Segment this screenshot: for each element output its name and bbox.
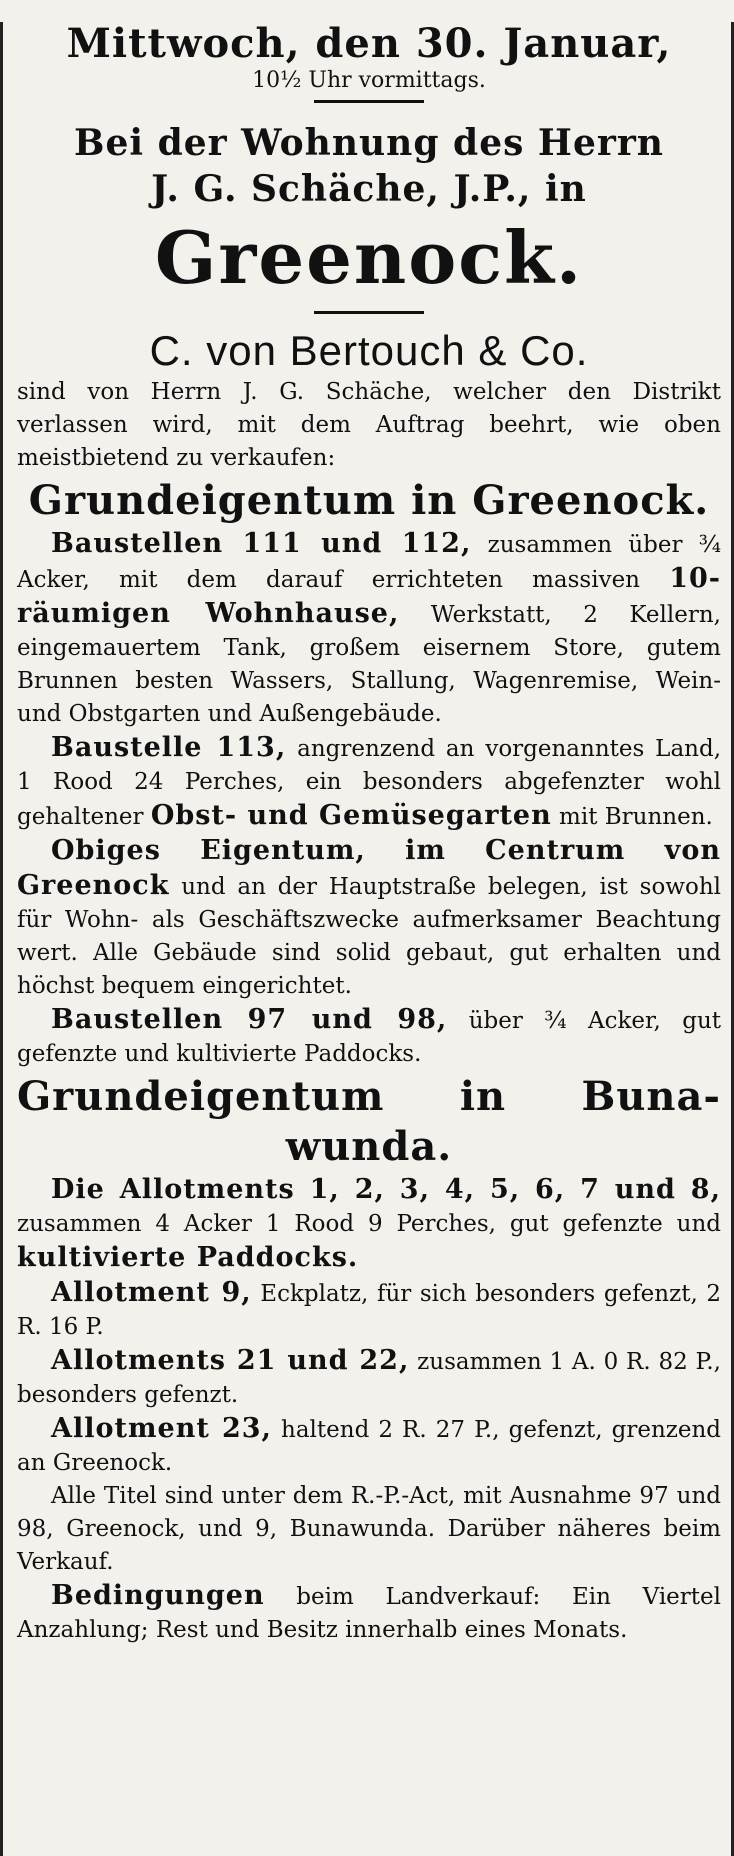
lot-highlight: 10-räumigen Wohnhause,: [17, 563, 721, 629]
divider: [314, 100, 424, 103]
auction-time: 10½ Uhr vormittags.: [252, 68, 486, 93]
lot-text: und an der Hauptstraße belegen, ist sowohl für Wohn- als Geschäftszwecke aufmerksamer Beachtung wert. Alle Gebäude sind solid gebaut, gut erhalten und höchst bequem eingerichtet.: [17, 874, 721, 999]
lot-paragraph: [17, 1344, 721, 1412]
town-heading: Greenock.: [154, 215, 584, 300]
titles-paragraph: Alle Titel sind unter dem R.-P.-Act, mit Ausnahme 97 und 98, Greenock, und 9, Bunawunda. Darüber näheres beim Verkauf.: [17, 1483, 721, 1575]
lot-title: Die Allotments 1, 2, 3, 4, 5, 6, 7 und 8,: [51, 1174, 721, 1205]
lot-paragraph: [17, 1412, 721, 1480]
section-heading-bunawunda: Grundeigentum in Buna-: [17, 1073, 721, 1120]
location-line-1: Bei der Wohnung des Herrn: [74, 122, 664, 164]
lot-text: zusammen 1 A. 0 R. 82 P., besonders gefenzt.: [17, 1349, 721, 1408]
lot-text: mit Brunnen.: [559, 804, 713, 830]
lot-paragraph: [17, 1173, 721, 1276]
location-line-2: J. G. Schäche, J.P., in: [151, 168, 587, 210]
lot-title: Baustelle 113,: [51, 732, 287, 763]
intro-paragraph: sind von Herrn J. G. Schäche, welcher den Distrikt verlassen wird, mit dem Auftrag beehrt, wie oben meistbietend zu verkaufen:: [17, 379, 721, 471]
lot-text: angrenzend an vorgenanntes Land, 1 Rood 24 Perches, ein besonders abgefenzter wohl gehaltener: [17, 736, 722, 830]
section-heading-greenock: Grundeigentum in Greenock.: [28, 477, 710, 524]
lot-text: Werkstatt, 2 Kellern, eingemauertem Tank, großem eisernem Store, gutem Brunnen besten Wassers, Stallung, Wagenremise, Wein- und Obstgarten und Außengebäude.: [17, 602, 721, 727]
lot-title: Baustellen 97 und 98,: [51, 1004, 448, 1035]
divider: [314, 311, 424, 314]
terms-paragraph: [17, 1579, 721, 1647]
lot-highlight: Obst- und Gemüsegarten: [150, 800, 552, 831]
lot-paragraph: [17, 834, 721, 1003]
section-heading-bunawunda-cont: wunda.: [285, 1123, 453, 1170]
lot-paragraph: [17, 1003, 721, 1071]
lot-title: Allotment 23,: [51, 1413, 272, 1444]
lot-title: Obiges Eigentum, im Centrum von Greenock: [17, 835, 721, 901]
lot-highlight: kultivierte Paddocks.: [17, 1242, 359, 1273]
auctioneer-firm: C. von Bertouch & Co.: [149, 327, 589, 374]
lot-text: über ¾ Acker, gut gefenzte und kultivierte Paddocks.: [17, 1008, 722, 1067]
lot-paragraph: [17, 1276, 721, 1344]
auction-date: Mittwoch, den 30. Januar,: [66, 20, 672, 67]
lot-text: zusammen über ¾ Acker, mit dem darauf errichteten massiven: [17, 532, 722, 593]
lot-title: Baustellen 111 und 112,: [51, 528, 472, 559]
lot-paragraph: [17, 527, 721, 731]
lot-text: haltend 2 R. 27 P., gefenzt, grenzend an Greenock.: [17, 1417, 722, 1476]
lot-paragraph: [17, 731, 721, 834]
lot-title: Allotment 9,: [51, 1277, 252, 1308]
advertisement-column: [0, 22, 734, 1856]
lot-text: zusammen 4 Acker 1 Rood 9 Perches, gut gefenzte und: [17, 1211, 721, 1237]
lot-text: Eckplatz, für sich besonders gefenzt, 2 R. 16 P.: [17, 1281, 722, 1340]
terms-title: Bedingungen: [51, 1580, 265, 1611]
lot-title: Allotments 21 und 22,: [51, 1345, 410, 1376]
terms-text: beim Landverkauf: Ein Viertel Anzahlung; Rest und Besitz innerhalb eines Monats.: [17, 1584, 721, 1643]
